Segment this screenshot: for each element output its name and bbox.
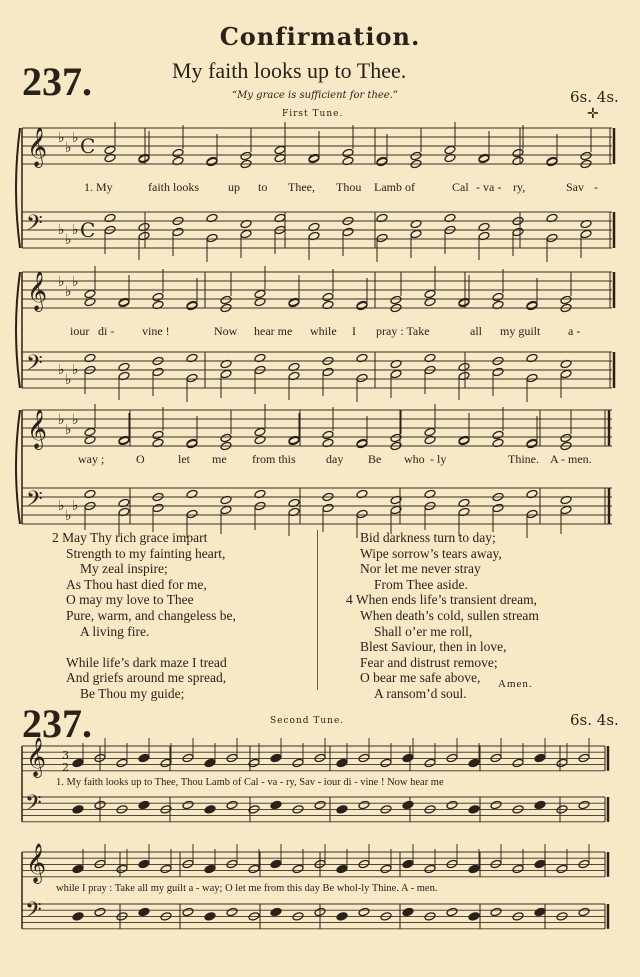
half-note [578, 907, 590, 917]
quarter-note [204, 912, 216, 922]
flat-icon: ♭ [72, 362, 79, 378]
half-note [172, 148, 184, 158]
half-note [490, 800, 502, 810]
treble-clef-icon: 𝄞 [26, 737, 47, 777]
quarter-note [534, 859, 546, 869]
meter-label-second: 6s. 4s. [570, 711, 619, 729]
section-title: Confirmation. [219, 22, 421, 51]
quarter-note [336, 758, 348, 768]
quarter-note [138, 800, 150, 810]
bass-clef-icon: 𝄢 [26, 487, 43, 517]
quarter-note [270, 753, 282, 763]
half-note [492, 367, 504, 377]
flat-icon: ♭ [72, 222, 79, 238]
quarter-note [138, 907, 150, 917]
lyric-syllable: pray : Take [376, 324, 430, 338]
lyric-syllable: - [594, 180, 598, 194]
half-note [490, 907, 502, 917]
half-note [220, 505, 232, 515]
half-note [322, 292, 334, 302]
half-note [492, 430, 504, 440]
half-note [546, 233, 558, 243]
half-note [580, 229, 592, 239]
lyric-syllable: Lamb of [374, 180, 415, 194]
quarter-note [270, 859, 282, 869]
quarter-note [402, 753, 414, 763]
half-note [206, 233, 218, 243]
half-note [152, 503, 164, 513]
half-note [560, 505, 572, 515]
lyric-syllable: iour [70, 324, 90, 338]
tune-label-first: First Tune. [282, 109, 344, 119]
half-note [152, 367, 164, 377]
half-note [240, 151, 252, 161]
verse-line: And griefs around me spread, [66, 670, 227, 686]
half-note [410, 151, 422, 161]
half-note [248, 864, 260, 874]
half-note [356, 373, 368, 383]
lyric-syllable: vine ! [142, 324, 170, 338]
half-note [220, 295, 232, 305]
brace-icon [16, 128, 20, 248]
half-note [356, 509, 368, 519]
flat-icon: ♭ [65, 508, 72, 524]
half-note [390, 369, 402, 379]
meter-label: 6s. 4s. [570, 88, 619, 106]
lyric-syllable: up [228, 180, 240, 194]
lyric-syllable: Be [368, 452, 382, 466]
half-note [424, 864, 436, 874]
verse-line: Shall o’er me roll, [374, 623, 473, 639]
half-note [446, 907, 458, 917]
lyric-syllable: Now [214, 324, 238, 338]
quarter-note [72, 805, 84, 815]
half-note [322, 367, 334, 377]
flat-icon: ♭ [72, 412, 79, 428]
treble-clef-icon: 𝄞 [27, 271, 48, 311]
flat-icon: ♭ [65, 284, 72, 300]
half-note [526, 509, 538, 519]
lyric-syllable: Sav [566, 180, 584, 194]
half-note [84, 289, 96, 299]
lyric-syllable: from this [252, 452, 296, 466]
half-note [116, 758, 128, 768]
verse-line: Fear and distrust remove; [360, 654, 498, 670]
verse-line: O bear me safe above, [360, 670, 481, 686]
half-note [556, 864, 568, 874]
half-note [580, 151, 592, 161]
quarter-note [534, 907, 546, 917]
lyric-syllable: while [310, 324, 337, 338]
half-note [322, 430, 334, 440]
time-signature: 2 [62, 761, 69, 774]
verse-line: While life’s dark maze I tread [66, 654, 227, 670]
quarter-note [204, 758, 216, 768]
verses-left-column [52, 530, 236, 702]
half-note [376, 233, 388, 243]
flat-icon: ♭ [58, 498, 65, 514]
flat-icon: ♭ [72, 130, 79, 146]
treble-clef-icon: 𝄞 [26, 843, 47, 883]
half-note [358, 800, 370, 810]
quarter-note [336, 805, 348, 815]
half-note [152, 292, 164, 302]
flat-icon: ♭ [65, 140, 72, 156]
quarter-note [402, 859, 414, 869]
lyric-syllable: Thee, [288, 180, 315, 194]
verse-line: 2 May Thy rich grace impart [52, 530, 208, 545]
flat-icon: ♭ [65, 372, 72, 388]
half-note [578, 800, 590, 810]
verse-line: A living fire. [80, 623, 150, 639]
verse-line: O may my love to Thee [66, 592, 194, 608]
lyric-syllable: 1. My [84, 180, 113, 194]
quarter-note [402, 907, 414, 917]
half-note [512, 148, 524, 158]
bass-clef-icon: 𝄢 [25, 791, 42, 821]
bass-clef-icon: 𝄢 [26, 351, 43, 381]
half-note [240, 229, 252, 239]
half-note [182, 800, 194, 810]
brace-icon [16, 272, 20, 388]
quarter-note [468, 864, 480, 874]
lyric-syllable: my guilt [500, 324, 541, 338]
treble-clef-icon: 𝄞 [27, 409, 48, 449]
lyric-syllable: - va - [476, 180, 502, 194]
lyric-syllable: Thine. [508, 452, 539, 466]
half-note [512, 758, 524, 768]
verse-line: 4 When ends life’s transient dream, [346, 592, 537, 608]
time-signature: 3 [62, 749, 69, 762]
half-note [424, 289, 436, 299]
quarter-note [138, 859, 150, 869]
flat-icon: ♭ [72, 274, 79, 290]
quarter-note [72, 864, 84, 874]
column-divider [317, 530, 318, 690]
half-note [254, 427, 266, 437]
half-note [512, 227, 524, 237]
bass-clef-icon: 𝄢 [25, 898, 42, 928]
half-note [424, 427, 436, 437]
lyric-syllable: me [212, 452, 227, 466]
lyric-syllable: - ly [430, 452, 447, 466]
hymn-number-second: 237. [22, 701, 92, 746]
quarter-note [72, 758, 84, 768]
half-note [560, 433, 572, 443]
time-signature: C [80, 134, 96, 158]
half-note [254, 289, 266, 299]
hymn-title: My faith looks up to Thee. [172, 58, 407, 83]
lyric-syllable: a - [568, 324, 581, 338]
half-note [226, 800, 238, 810]
verse-line: Nor let me never stray [360, 561, 481, 577]
half-note [492, 292, 504, 302]
half-note [560, 295, 572, 305]
quarter-note [468, 758, 480, 768]
half-note [172, 227, 184, 237]
quarter-note [72, 912, 84, 922]
verse-line: Bid darkness turn to day; [360, 530, 496, 545]
lyric-syllable: Cal [452, 180, 469, 194]
flat-icon: ♭ [58, 412, 65, 428]
verse-line: Blest Saviour, then in love, [360, 639, 507, 655]
quarter-note [468, 912, 480, 922]
half-note [342, 148, 354, 158]
quarter-note [468, 805, 480, 815]
verse-line [52, 639, 236, 655]
quarter-note [402, 800, 414, 810]
hymn-epigraph: “My grace is sufficient for thee.” [232, 90, 399, 101]
lyric-syllable: way ; [78, 452, 105, 466]
verse-line: Be Thou my guide; [80, 685, 185, 701]
half-note [322, 503, 334, 513]
lyric-syllable: to [258, 180, 268, 194]
half-note [512, 864, 524, 874]
flat-icon: ♭ [58, 130, 65, 146]
half-note [314, 800, 326, 810]
lyric-syllable: di - [98, 324, 115, 338]
quarter-note [534, 753, 546, 763]
verse-line: From Thee aside. [374, 576, 468, 592]
second-tune-lyric-line-2: while I pray : Take all my guilt a - way; O let me from this day Be whol-ly Thine. A - men. [56, 883, 438, 894]
flat-icon: ♭ [58, 362, 65, 378]
time-signature: C [80, 218, 96, 242]
half-note [182, 907, 194, 917]
half-note [186, 509, 198, 519]
quarter-note [204, 864, 216, 874]
quarter-note [138, 753, 150, 763]
flat-icon: ♭ [58, 274, 65, 290]
flat-icon: ♭ [58, 222, 65, 238]
half-note [380, 758, 392, 768]
half-note [94, 907, 106, 917]
quarter-note [204, 805, 216, 815]
verse-line: As Thou hast died for me, [66, 576, 207, 592]
tune-label-second: Second Tune. [270, 716, 345, 726]
half-note [292, 864, 304, 874]
quarter-note [534, 800, 546, 810]
half-note [424, 758, 436, 768]
verse-line: A ransom’d soul. [374, 685, 467, 701]
half-note [160, 864, 172, 874]
half-note [560, 369, 572, 379]
verse-line: Wipe sorrow’s tears away, [360, 545, 502, 561]
half-note [226, 907, 238, 917]
lyric-syllable: who [404, 452, 425, 466]
bass-clef-icon: 𝄢 [26, 211, 43, 241]
half-note [186, 373, 198, 383]
half-note [274, 145, 286, 155]
half-note [444, 145, 456, 155]
second-tune-lyric-line-1: 1. My faith looks up to Thee, Thou Lamb of Cal - va - ry, Sav - iour di - vine ! Now hear me [56, 777, 444, 788]
lyric-syllable: I [352, 324, 356, 338]
hymn-number: 237. [22, 59, 92, 104]
lyric-syllable: faith looks [148, 180, 199, 194]
flat-icon: ♭ [72, 498, 79, 514]
half-note [84, 427, 96, 437]
quarter-note [270, 800, 282, 810]
flat-icon: ♭ [65, 232, 72, 248]
verse-line: When death’s cold, sullen stream [360, 607, 539, 623]
cross-icon: ✛ [587, 106, 599, 122]
lyric-syllable: hear me [254, 324, 293, 338]
half-note [446, 800, 458, 810]
quarter-note [336, 912, 348, 922]
verse-line: My zeal inspire; [80, 561, 168, 577]
lyric-syllable: Thou [336, 180, 362, 194]
treble-clef-icon: 𝄞 [27, 127, 48, 167]
half-note [152, 430, 164, 440]
half-note [410, 229, 422, 239]
amen-label: Amen. [498, 678, 533, 690]
half-note [342, 227, 354, 237]
half-note [292, 758, 304, 768]
half-note [358, 907, 370, 917]
lyric-syllable: O [136, 452, 145, 466]
quarter-note [270, 907, 282, 917]
verse-line: Strength to my fainting heart, [66, 545, 226, 561]
half-note [220, 369, 232, 379]
half-note [492, 503, 504, 513]
half-note [380, 864, 392, 874]
lyric-syllable: let [178, 452, 190, 466]
verses-right-column [346, 530, 539, 702]
lyric-syllable: all [470, 324, 482, 338]
lyric-syllable: A - men. [550, 452, 592, 466]
half-note [104, 145, 116, 155]
half-note [220, 433, 232, 443]
flat-icon: ♭ [65, 422, 72, 438]
verse-line: Pure, warm, and changeless be, [66, 607, 236, 623]
half-note [390, 295, 402, 305]
quarter-note [336, 864, 348, 874]
half-note [526, 373, 538, 383]
lyric-syllable: ry, [513, 180, 526, 194]
half-note [556, 758, 568, 768]
half-note [116, 864, 128, 874]
lyric-syllable: day [326, 452, 344, 466]
brace-icon [16, 410, 20, 524]
